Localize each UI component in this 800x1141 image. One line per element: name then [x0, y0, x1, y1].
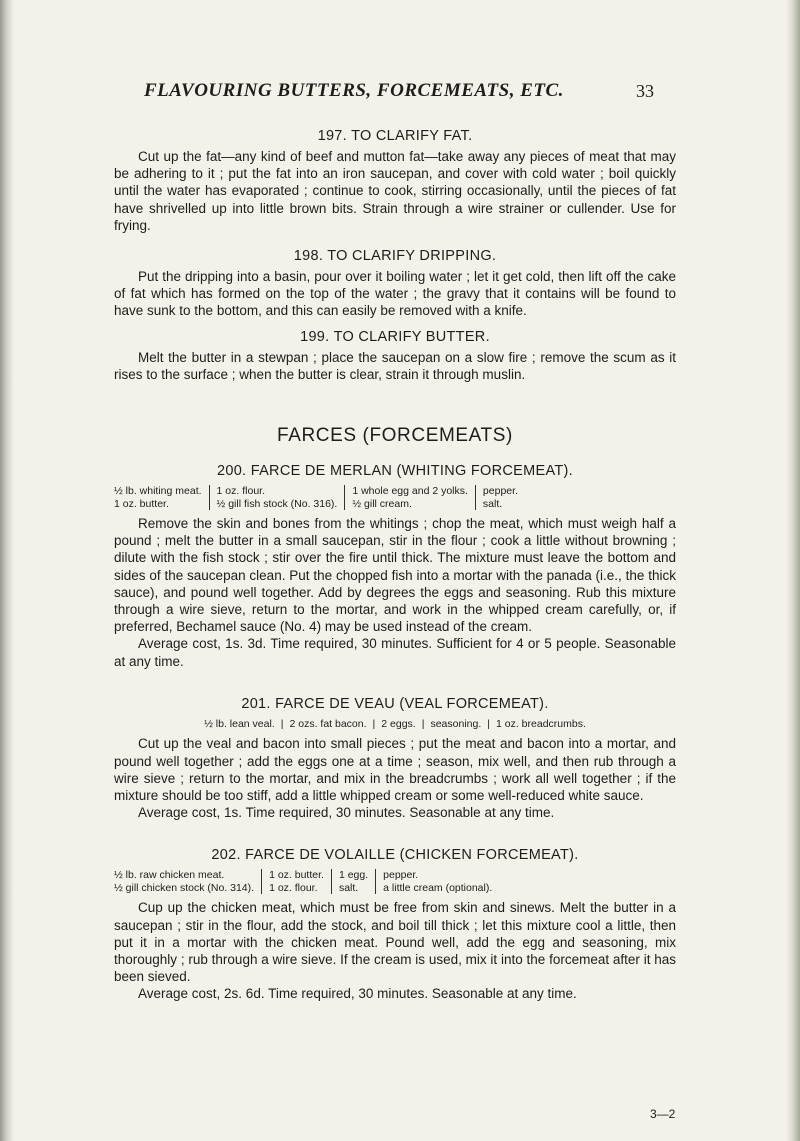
- ingredient: pepper.: [376, 869, 500, 882]
- ingredient: 2 eggs.: [381, 717, 416, 730]
- ingredient: 1 oz. butter.: [114, 497, 169, 510]
- signature-mark: 3—2: [650, 1107, 676, 1121]
- ingredient: ½ gill fish stock (No. 316).: [209, 498, 345, 511]
- ingredient: ½ lb. whiting meat.: [114, 485, 202, 498]
- recipe-201-text: Cut up the veal and bacon into small pieces ; put the meat and bacon into a mortar, and pound well together ; add the eggs one at a time ; season, mix well, and then rub through a wire sieve ; return to the mortar, and mix in the breadcrumbs ; work all well together ; if the mixture should be too stiff, add a little whipped cream or some well-reduced white sauce.: [114, 736, 676, 803]
- recipe-201-ingredients: ½ lb. lean veal. | 2 ozs. fat bacon. | 2 eggs. | seasoning. | 1 oz. breadcrumbs.: [204, 717, 586, 730]
- recipe-202-footer: Average cost, 2s. 6d. Time required, 30 minutes. Seasonable at any time.: [138, 986, 577, 1002]
- page-number: 33: [636, 81, 654, 101]
- ingredient: salt.: [331, 882, 375, 895]
- ingredient: ½ gill chicken stock (No. 314).: [114, 881, 255, 894]
- ingredient: ½ gill cream.: [345, 498, 476, 511]
- recipe-201-title: 201. FARCE DE VEAU (VEAL FORCEMEAT).: [241, 695, 549, 712]
- running-title: FLAVOURING BUTTERS, FORCEMEATS, ETC.: [144, 80, 564, 101]
- ingredient: ½ lb. lean veal.: [204, 717, 275, 730]
- ingredient: pepper.: [475, 485, 525, 498]
- ingredient: 1 egg.: [331, 869, 375, 882]
- recipe-199-title: 199. TO CLARIFY BUTTER.: [300, 328, 490, 345]
- recipe-197-text: Cut up the fat—any kind of beef and mutton fat—take away any pieces of meat that may be adhering to it ; put the fat into an iron saucepan, and cover with cold water ; boil quickly until the water has evaporated ; continue to cook, stirring occasionally, until the pieces of fat have shrivelled up into little brown bits. Strain through a wire strainer or cullender. Use for frying.: [114, 149, 676, 233]
- recipe-200-footer: Average cost, 1s. 3d. Time required, 30 minutes. Sufficient for 4 or 5 people. Seasonable at any time.: [114, 636, 676, 669]
- ingredient: ½ lb. raw chicken meat.: [114, 869, 225, 882]
- ingredient: 1 oz. flour.: [262, 882, 332, 895]
- ingredient: seasoning.: [430, 717, 482, 730]
- ingredient: 1 whole egg and 2 yolks.: [345, 485, 476, 498]
- recipe-198-title: 198. TO CLARIFY DRIPPING.: [293, 248, 497, 265]
- recipe-199-text: Melt the butter in a stewpan ; place the saucepan on a slow fire ; remove the scum as it rises to the surface ; when the butter is clear, strain it through muslin.: [114, 349, 676, 382]
- recipe-198-text: Put the dripping into a basin, pour over it boiling water ; let it get cold, then lift off the cake of fat which has formed on the top of the water ; the gravy that it contains will be found to have sunk to the bottom, and this can easily be removed with a knife.: [114, 269, 676, 319]
- recipe-202-text: Cup up the chicken meat, which must be free from skin and sinews. Melt the butter in a saucepan ; stir in the flour, add the stock, and boil till thick ; let this mixture cool a little, then put it in a mortar with the chicken meat. Pound well, add the egg and seasoning, mix thoroughly ; rub through a wire sieve. If the cream is used, mix it into the forcemeat after it has been sieved.: [114, 900, 676, 985]
- ingredient: 1 oz. flour.: [209, 485, 345, 498]
- ingredient: a little cream (optional).: [376, 882, 500, 895]
- recipe-202-title: 202. FARCE DE VOLAILLE (CHICKEN FORCEMEAT).: [211, 847, 579, 864]
- page-edge-left: [0, 0, 14, 1141]
- ingredient: 1 oz. butter.: [262, 869, 332, 882]
- page-content: [114, 128, 676, 1003]
- ingredient: salt.: [475, 498, 525, 511]
- recipe-200-text: Remove the skin and bones from the whitings ; chop the meat, which must weigh half a pound ; melt the butter in a small saucepan, stir in the flour ; cook a little without browning ; dilute with the fish stock ; stir over the fire until thick. The mixture must leave the bottom and sides of the saucepan clean. Put the chopped fish into a mortar with the panada (i.e., the thick sauce), and pound well together. Add by degrees the eggs and seasoning. Rub this mixture through a wire sieve, return to the mortar, and work in the whipped cream carefully, or, if preferred, Bechamel sauce (No. 4) may be used instead of the cream.: [114, 516, 676, 635]
- ingredient: 1 oz. breadcrumbs.: [496, 717, 586, 730]
- recipe-202-ingredients: [114, 869, 676, 894]
- recipe-200-ingredients: [114, 485, 676, 510]
- recipe-201-footer: Average cost, 1s. Time required, 30 minutes. Seasonable at any time.: [138, 805, 555, 821]
- farces-heading: FARCES (FORCEMEATS): [277, 425, 513, 447]
- ingredient: 2 ozs. fat bacon.: [289, 717, 367, 730]
- recipe-197-title: 197. TO CLARIFY FAT.: [317, 128, 473, 144]
- recipe-200-title: 200. FARCE DE MERLAN (WHITING FORCEMEAT).: [216, 463, 574, 480]
- page-edge-right: [786, 0, 800, 1141]
